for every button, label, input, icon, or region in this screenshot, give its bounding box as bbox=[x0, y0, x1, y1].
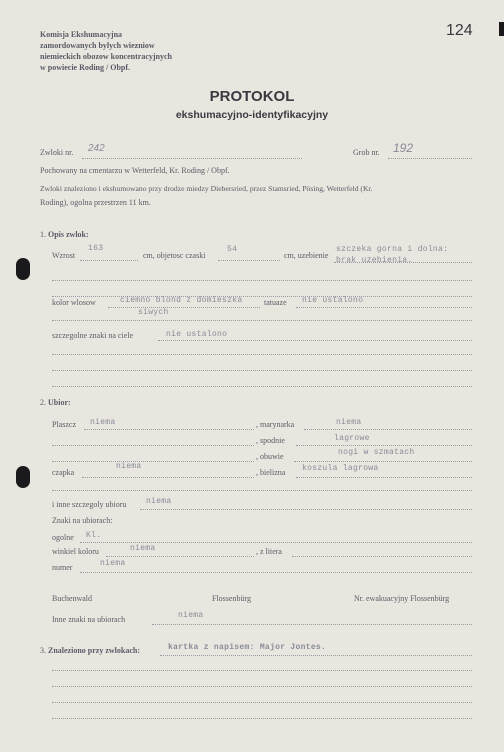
winkiel-label: winkiel koloru bbox=[52, 547, 99, 556]
inne-szczegoly-label: i inne szczegoly ubioru bbox=[52, 500, 127, 509]
szczegolne-value: nie ustalono bbox=[166, 330, 228, 339]
section-3-title: Znaleziono przy zwlokach: bbox=[48, 646, 140, 655]
grob-label: Grob nr. bbox=[353, 148, 380, 157]
section-1-heading bbox=[40, 230, 89, 239]
czapka-value: niema bbox=[116, 462, 142, 471]
zwloki-value: 242 bbox=[88, 143, 105, 154]
section-3-heading bbox=[40, 646, 140, 655]
section-2-number: 2. bbox=[40, 398, 46, 407]
winkiel-value: niema bbox=[130, 544, 156, 553]
ogolne-label: ogolne bbox=[52, 533, 74, 542]
wzrost-value: 163 bbox=[88, 244, 104, 253]
header-line-1: Komisja Ekshumacyjna bbox=[40, 30, 123, 39]
document-subtitle: ekshumacyjno-identyfikacyjny bbox=[175, 109, 329, 121]
page-number: 124 bbox=[446, 22, 473, 39]
tatuaze-label: tatuaze bbox=[264, 298, 287, 307]
buchenwald-label: Buchenwald bbox=[52, 594, 92, 603]
cm-objetosc-label: cm, objetosc czaski bbox=[143, 251, 206, 260]
flossenburg-label: Flossenbürg bbox=[212, 594, 251, 603]
plaszcz-value: niema bbox=[90, 418, 116, 427]
inne-szczegoly-value: niema bbox=[146, 497, 172, 506]
found-line-1: Zwloki znaleziono i ekshumowano przy drodze miedzy Diebersried, przez Stamsried, Pösing, Wetterfeld (Kr. bbox=[40, 184, 373, 193]
zwloki-label: Zwloki nr. bbox=[40, 148, 74, 157]
cm-uzebienie-label: cm, uzebienie bbox=[284, 251, 329, 260]
bielizna-value: koszula lagrowa bbox=[302, 464, 379, 473]
punch-hole-top bbox=[16, 258, 30, 280]
section-1-number: 1. bbox=[40, 230, 46, 239]
tatuaze-value: nie ustalono bbox=[302, 296, 364, 305]
marynarka-value: niema bbox=[336, 418, 362, 427]
marynarka-label: , marynarka bbox=[256, 420, 295, 429]
uzebienie-value-2: brak uzebienia. bbox=[336, 256, 413, 265]
grob-value: 192 bbox=[393, 141, 414, 155]
section-2-title: Ubior: bbox=[48, 398, 71, 407]
section-1-title: Opis zwlok: bbox=[48, 230, 89, 239]
inne-znaki-label: Inne znaki na ubiorach bbox=[52, 615, 126, 624]
obuwie-label: , obuwie bbox=[256, 452, 284, 461]
znaki-label: Znaki na ubiorach: bbox=[52, 516, 113, 525]
header-line-4: w powiecie Roding / Obpf. bbox=[40, 63, 131, 72]
szczegolne-label: szczegolne znaki na ciele bbox=[52, 331, 134, 340]
header-line-3: niemieckich obozow koncentracyjnych bbox=[40, 52, 172, 61]
burial-line: Pochowany na cmentarzu w Wetterfeld, Kr. Roding / Obpf. bbox=[40, 166, 230, 175]
numer-value: niema bbox=[100, 559, 126, 568]
numer-label: numer bbox=[52, 563, 73, 572]
znaleziono-value: kartka z napisem: Major Jontes. bbox=[168, 643, 327, 652]
obuwie-value: nogi w szmatach bbox=[338, 448, 415, 457]
edge-mark bbox=[499, 22, 504, 36]
document-title: PROTOKOL bbox=[209, 88, 295, 105]
punch-hole-bottom bbox=[16, 466, 30, 488]
spodnie-label: , spodnie bbox=[256, 436, 285, 445]
ogolne-value: Kl. bbox=[86, 531, 102, 540]
czaski-value: 54 bbox=[227, 245, 238, 254]
uzebienie-value-1: szczeka gorna i dolna: bbox=[336, 245, 449, 254]
section-3-number: 3. bbox=[40, 646, 46, 655]
wzrost-label: Wzrost bbox=[52, 251, 76, 260]
plaszcz-label: Plaszcz bbox=[52, 420, 76, 429]
header-line-2: zamordowanych bylych wiezniow bbox=[40, 41, 155, 50]
kolor-value-2: siwych bbox=[138, 308, 169, 317]
spodnie-value: lagrowe bbox=[334, 434, 370, 443]
nr-ewakuacyjny-label: Nr. ewakuacyjny Flossenbürg bbox=[354, 594, 450, 603]
found-line-2: Roding), ogolna przestrzen 11 km. bbox=[40, 198, 151, 207]
kolor-label: kolor wlosow bbox=[52, 298, 96, 307]
section-2-heading bbox=[40, 398, 71, 407]
kolor-value-1: ciemno blond z domieszka bbox=[120, 296, 243, 305]
inne-znaki-value: niema bbox=[178, 611, 204, 620]
czapka-label: czapka bbox=[52, 468, 75, 477]
bielizna-label: , bielizna bbox=[256, 468, 286, 477]
litera-label: , z litera bbox=[256, 547, 282, 556]
